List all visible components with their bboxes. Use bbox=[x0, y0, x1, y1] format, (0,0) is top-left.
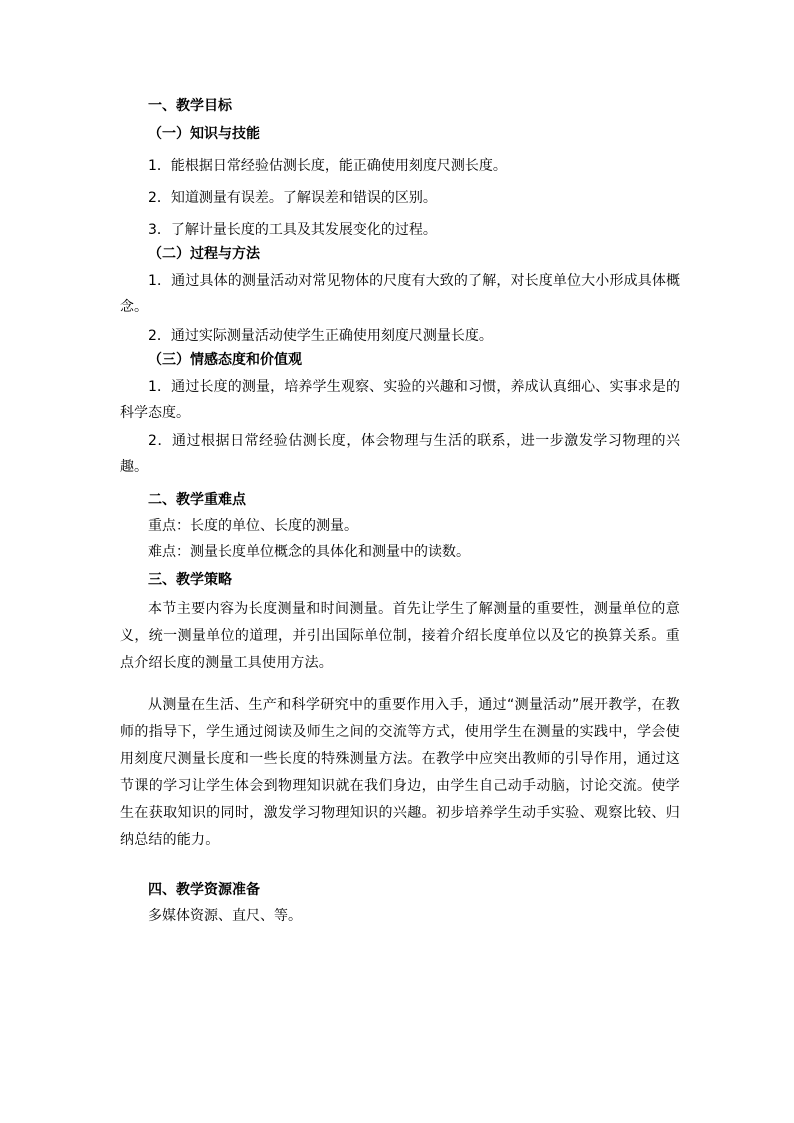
knowledge-item-1: 1．能根据日常经验估测长度，能正确使用刻度尺测长度。 bbox=[148, 158, 507, 174]
subheading-process-methods: （二）过程与方法 bbox=[148, 246, 260, 262]
process-item-1: 1．通过具体的测量活动对常见物体的尺度有大致的了解，对长度单位大小形成具体概念。 bbox=[120, 273, 680, 315]
attitude-item-2: 2．通过根据日常经验估测长度，体会物理与生活的联系，进一步激发学习物理的兴趣。 bbox=[120, 433, 680, 475]
process-item-2: 2．通过实际测量活动使学生正确使用刻度尺测量长度。 bbox=[148, 328, 493, 344]
subheading-knowledge-skills: （一）知识与技能 bbox=[148, 126, 260, 142]
heading-teaching-strategy: 三、教学策略 bbox=[148, 572, 232, 588]
subheading-attitude-values: （三）情感态度和价值观 bbox=[148, 352, 302, 368]
strategy-paragraph-1: 本节主要内容为长度测量和时间测量。首先让学生了解测量的重要性，测量单位的意义，统一测量单位的道理，并引出国际单位制，接着介绍长度单位以及它的换算关系。重点介绍长度的测量工具使用方法。 bbox=[120, 601, 680, 671]
attitude-item-1: 1．通过长度的测量，培养学生观察、实验的兴趣和习惯，养成认真细心、实事求是的科学态度。 bbox=[120, 379, 680, 421]
difficult-point: 难点：测量长度单位概念的具体化和测量中的读数。 bbox=[148, 544, 470, 560]
knowledge-item-2: 2．知道测量有误差。了解误差和错误的区别。 bbox=[148, 190, 437, 206]
knowledge-item-3: 3．了解计量长度的工具及其发展变化的过程。 bbox=[148, 222, 437, 238]
key-point: 重点：长度的单位、长度的测量。 bbox=[148, 518, 358, 534]
heading-teaching-resources: 四、教学资源准备 bbox=[148, 882, 260, 898]
heading-key-difficult-points: 二、教学重难点 bbox=[148, 492, 246, 508]
strategy-paragraph-2: 从测量在生活、生产和科学研究中的重要作用入手，通过“测量活动”展开教学，在教师的指导下，学生通过阅读及师生之间的交流等方式，使用学生在测量的实践中，学会使用刻度尺测量长度和一些长度的特殊测量方法。在教学中应突出教师的引导作用，通过这节课的学习让学生体会到物理知识就在我们身边，由学生自己动手动脑，讨论交流。使学生在获取知识的同时，激发学习物理知识的兴趣。初步培养学生动手实验、观察比较、归纳总结的能力。 bbox=[120, 697, 680, 848]
heading-teaching-objectives: 一、教学目标 bbox=[148, 98, 232, 114]
resources-text: 多媒体资源、直尺、等。 bbox=[148, 908, 302, 924]
